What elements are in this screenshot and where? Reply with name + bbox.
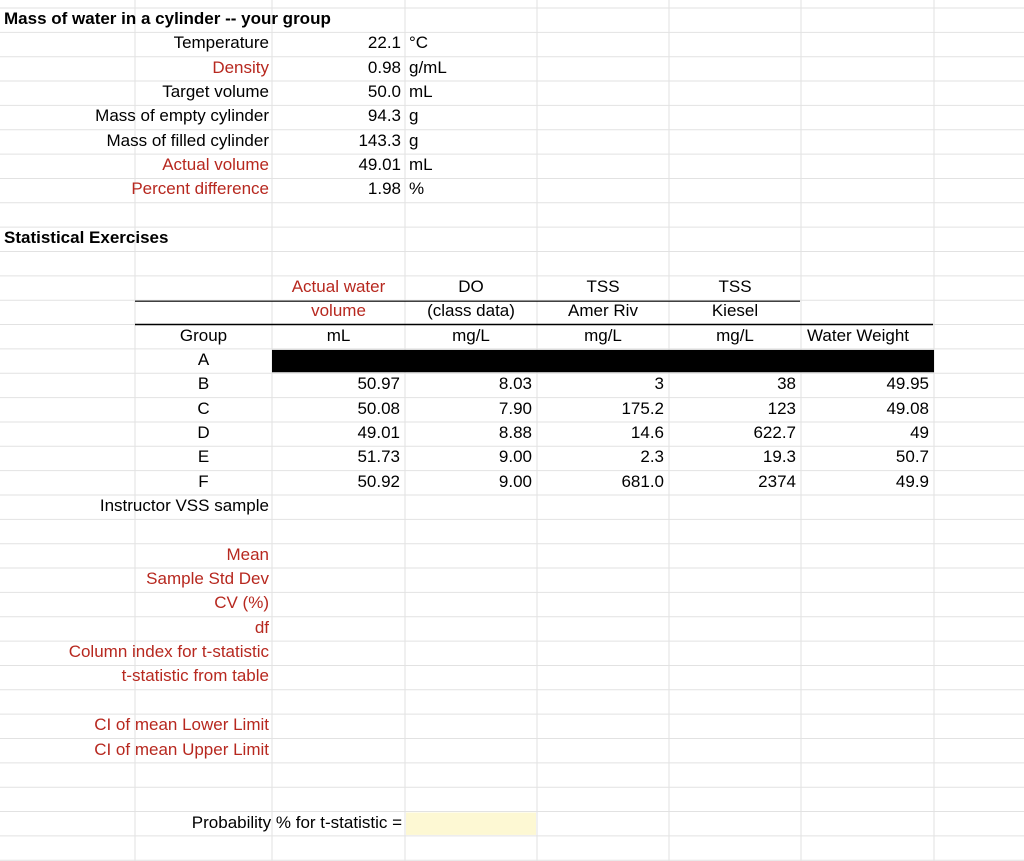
table-cell: 50.97 xyxy=(357,374,400,394)
param-unit: mL xyxy=(409,82,433,102)
group-label: B xyxy=(197,374,210,394)
param-value: 143.3 xyxy=(358,130,401,150)
param-label: Temperature xyxy=(173,33,269,53)
param-label: Percent difference xyxy=(131,179,269,199)
stats-label: t-statistic from table xyxy=(121,666,269,686)
stats-label: Mean xyxy=(226,544,269,564)
column-header-unit: mg/L xyxy=(716,325,754,345)
group-header: Group xyxy=(179,325,228,345)
table-cell: 38 xyxy=(777,374,796,394)
table-cell: 175.2 xyxy=(621,398,664,418)
param-label: Density xyxy=(212,57,269,77)
stats-label: Sample Std Dev xyxy=(146,569,269,589)
column-header-line1: TSS xyxy=(586,276,620,296)
param-unit: g/mL xyxy=(409,57,447,77)
table-cell: 2374 xyxy=(758,471,796,491)
column-header-line1: Actual water xyxy=(291,276,386,296)
group-label: C xyxy=(197,398,210,418)
column-header-line1: TSS xyxy=(718,276,752,296)
param-unit: g xyxy=(409,130,419,150)
table-cell: 49 xyxy=(910,422,929,442)
ci-label: CI of mean Upper Limit xyxy=(94,739,269,759)
table-cell: 622.7 xyxy=(753,422,796,442)
stats-label: CV (%) xyxy=(214,593,269,613)
table-cell: 681.0 xyxy=(621,471,664,491)
param-unit: °C xyxy=(409,33,429,53)
param-value: 50.0 xyxy=(367,82,401,102)
table-cell: 8.88 xyxy=(498,422,532,442)
table-cell: 51.73 xyxy=(357,447,400,467)
table-cell: 123 xyxy=(767,398,796,418)
stats-label: df xyxy=(254,617,269,637)
column-header-line2: Amer Riv xyxy=(568,301,638,321)
group-label: D xyxy=(197,422,210,442)
table-cell: 49.9 xyxy=(895,471,929,491)
instructor-row-label: Instructor VSS sample xyxy=(99,496,269,515)
probability-label: Probability % for t-statistic = xyxy=(191,812,402,832)
table-cell: 8.03 xyxy=(498,374,532,394)
param-unit: g xyxy=(409,106,419,126)
param-unit: mL xyxy=(409,155,433,175)
column-header-line2: (class data) xyxy=(427,301,515,321)
param-label: Mass of empty cylinder xyxy=(95,106,269,126)
table-cell: 49.08 xyxy=(886,398,929,418)
column-header-unit: mg/L xyxy=(584,325,622,345)
table-cell: 50.92 xyxy=(357,471,400,491)
param-label: Mass of filled cylinder xyxy=(106,130,269,150)
table-cell: 9.00 xyxy=(498,471,532,491)
column-header-line2: Kiesel xyxy=(711,301,759,321)
table-cell: 19.3 xyxy=(762,447,796,467)
param-value: 94.3 xyxy=(367,106,401,126)
column-header-line2: volume xyxy=(311,301,366,321)
table-cell: 14.6 xyxy=(630,422,664,442)
column-header-unit: mg/L xyxy=(452,325,490,345)
group-label: E xyxy=(197,447,210,467)
group-label: A xyxy=(197,349,210,369)
page-title: Mass of water in a cylinder -- your group xyxy=(4,9,331,28)
param-label: Target volume xyxy=(162,82,269,102)
stats-label: Column index for t-statistic xyxy=(68,642,269,662)
row-a-black-band xyxy=(272,350,934,372)
table-cell: 49.01 xyxy=(357,422,400,442)
table-cell: 50.08 xyxy=(357,398,400,418)
param-value: 0.98 xyxy=(367,57,401,77)
param-value: 22.1 xyxy=(367,33,401,53)
table-cell: 9.00 xyxy=(498,447,532,467)
table-cell: 7.90 xyxy=(498,398,532,418)
param-label: Actual volume xyxy=(162,155,269,175)
table-cell: 49.95 xyxy=(886,374,929,394)
table-cell: 2.3 xyxy=(640,447,664,467)
table-cell: 50.7 xyxy=(895,447,929,467)
column-header-unit: Water Weight xyxy=(807,325,910,345)
table-cell: 3 xyxy=(654,374,664,394)
probability-input-cell[interactable] xyxy=(406,813,536,835)
column-header-unit: mL xyxy=(326,325,351,345)
group-label: F xyxy=(198,471,209,491)
section-title: Statistical Exercises xyxy=(4,228,169,248)
param-value: 49.01 xyxy=(358,155,401,175)
param-value: 1.98 xyxy=(367,179,401,199)
ci-label: CI of mean Lower Limit xyxy=(94,715,269,735)
column-header-line1: DO xyxy=(458,276,484,296)
param-unit: % xyxy=(409,179,425,199)
